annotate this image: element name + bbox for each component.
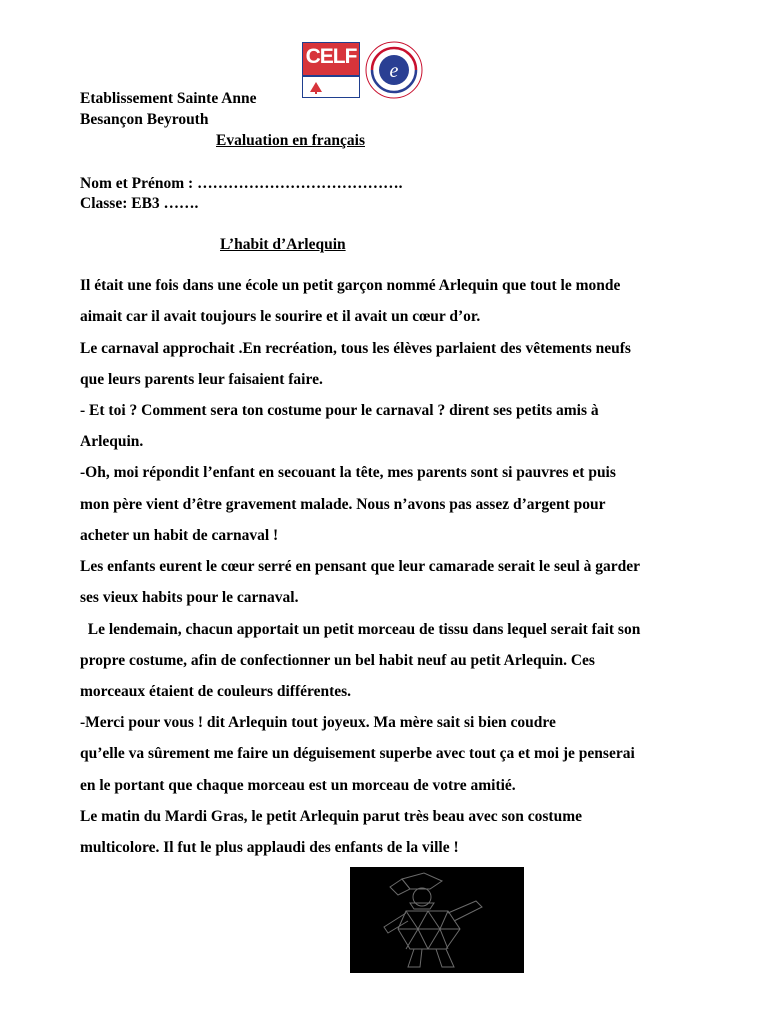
story-line: Le lendemain, chacun apportait un petit morceau de tissu dans lequel serait fait son: [80, 621, 641, 638]
story-line: qu’elle va sûrement me faire un déguisement superbe avec tout ça et moi je penserai: [80, 745, 635, 762]
story-line: en le portant que chaque morceau est un morceau de votre amitié.: [80, 777, 516, 794]
story-line: Arlequin.: [80, 433, 144, 450]
svg-text:e: e: [389, 60, 399, 82]
story-line: acheter un habit de carnaval !: [80, 527, 279, 544]
cedar-icon: [309, 82, 323, 94]
story-line: Le matin du Mardi Gras, le petit Arlequin parut très beau avec son costume: [80, 808, 583, 825]
story-line: - Et toi ? Comment sera ton costume pour le carnaval ? dirent ses petits amis à: [80, 402, 599, 419]
story-line: ses vieux habits pour le carnaval.: [80, 589, 299, 606]
story-line: Les enfants eurent le cœur serré en pensant que leur camarade serait le seul à garder: [80, 558, 641, 575]
name-field-line: Nom et Prénom : ………………………………….: [80, 175, 403, 192]
story-line: propre costume, afin de confectionner un bel habit neuf au petit Arlequin. Ces: [80, 652, 595, 669]
header-logos: [302, 40, 426, 102]
story-line: -Merci pour vous ! dit Arlequin tout joyeux. Ma mère sait si bien coudre: [80, 714, 556, 731]
story-line: Le carnaval approchait .En recréation, tous les élèves parlaient des vêtements neufs: [80, 340, 631, 357]
label-france-education-seal-icon: [364, 40, 424, 100]
story-line: -Oh, moi répondit l’enfant en secouant la tête, mes parents sont si pauvres et puis: [80, 464, 616, 481]
story-line: que leurs parents leur faisaient faire.: [80, 371, 323, 388]
story-line: Il était une fois dans une école un petit garçon nommé Arlequin que tout le monde: [80, 277, 621, 294]
story-title: L’habit d’Arlequin: [220, 236, 346, 253]
class-field-line: Classe: EB3 …….: [80, 195, 199, 212]
celf-logo-text: CELF: [305, 45, 357, 68]
story-line: morceaux étaient de couleurs différentes.: [80, 683, 352, 700]
harlequin-icon: [350, 867, 524, 973]
school-name: Etablissement Sainte Anne: [80, 90, 257, 107]
story-line: mon père vient d’être gravement malade. Nous n’avons pas assez d’argent pour: [80, 496, 606, 513]
celf-logo: [302, 42, 360, 98]
page-title: Evaluation en français: [216, 132, 365, 149]
story-line: multicolore. Il fut le plus applaudi des enfants de la ville !: [80, 839, 459, 856]
school-location: Besançon Beyrouth: [80, 111, 209, 128]
story-line: aimait car il avait toujours le sourire et il avait un cœur d’or.: [80, 308, 481, 325]
harlequin-illustration: [350, 867, 524, 973]
